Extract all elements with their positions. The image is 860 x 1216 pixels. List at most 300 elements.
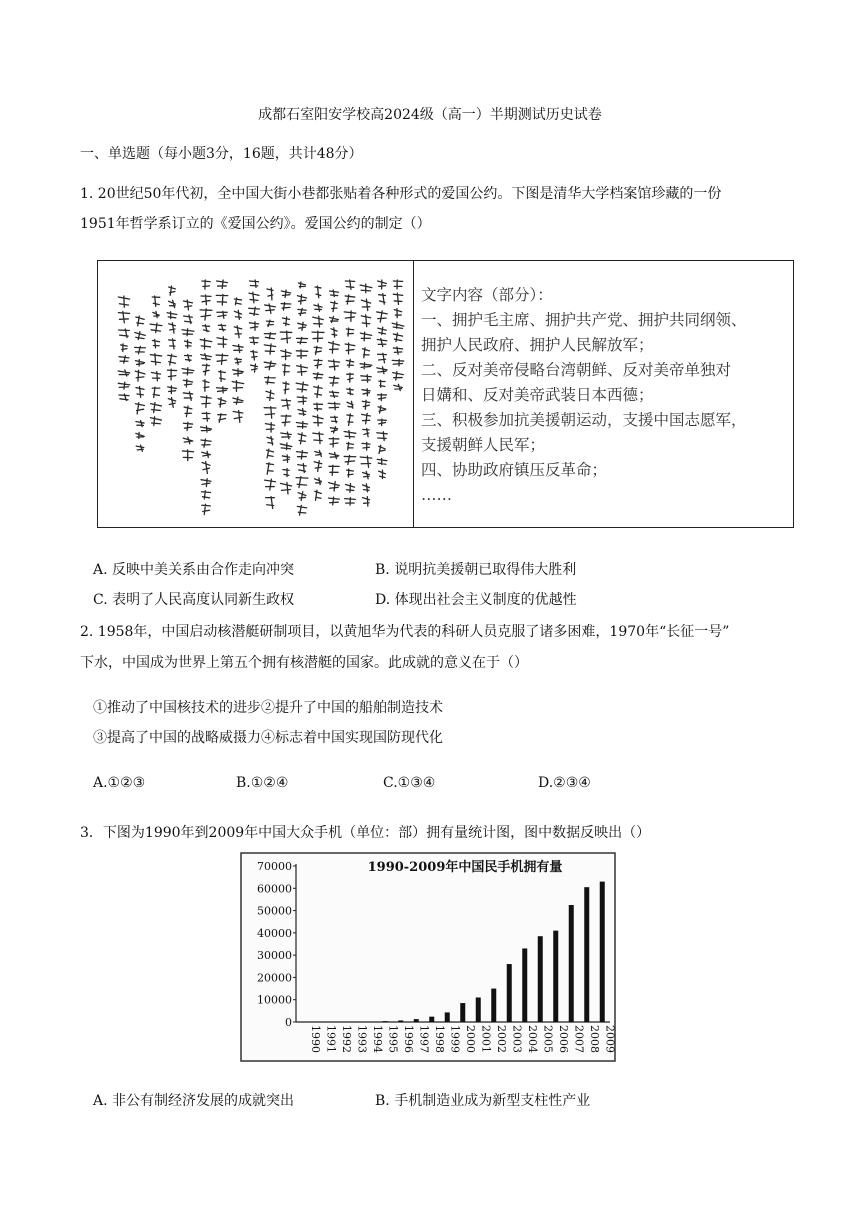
handwriting-stroke xyxy=(152,387,160,397)
handwriting-stroke xyxy=(168,386,177,394)
handwriting-stroke xyxy=(216,354,228,364)
handwriting-stroke xyxy=(183,422,192,430)
q2-option-c[interactable]: C.①③④ xyxy=(383,775,436,791)
figure-text-line: 一、拥护毛主席、拥护共产党、拥护共同纲领、 xyxy=(421,311,747,329)
handwriting-stroke xyxy=(378,406,386,413)
x-tick-label: 1993 xyxy=(355,1025,369,1053)
handwriting-stroke xyxy=(345,498,356,506)
handwriting-stroke xyxy=(377,458,387,464)
chart-title: 1990-2009年中国民手机拥有量 xyxy=(367,860,563,875)
x-tick-label: 1998 xyxy=(432,1025,446,1053)
handwriting-stroke xyxy=(217,387,228,393)
handwriting-stroke xyxy=(183,300,192,310)
handwriting-stroke xyxy=(392,322,404,328)
handwriting-stroke xyxy=(202,364,209,375)
handwriting-stroke xyxy=(298,464,306,473)
q1-figure xyxy=(97,260,794,528)
handwriting-stroke xyxy=(360,332,371,341)
q1-option-c[interactable]: C. 表明了人民高度认同新生政权 xyxy=(93,592,295,608)
q3-option-a[interactable]: A. 非公有制经济发展的成就突出 xyxy=(93,1093,295,1109)
handwriting-stroke xyxy=(169,300,176,307)
bar-2006 xyxy=(553,931,558,1022)
handwriting-stroke xyxy=(234,326,241,338)
handwriting-stroke xyxy=(201,354,212,360)
handwriting-stroke xyxy=(297,337,308,343)
q2-items-line1: ①推动了中国核技术的进步②提升了中国的船舶制造技术 xyxy=(93,700,443,716)
handwriting-stroke xyxy=(313,432,323,443)
handwriting-stroke xyxy=(296,350,308,359)
handwriting-stroke xyxy=(345,295,355,304)
handwriting-stroke xyxy=(362,389,370,396)
q1-option-a[interactable]: A. 反映中美关系由合作走向冲突 xyxy=(93,562,295,578)
handwriting-stroke xyxy=(281,350,291,360)
handwriting-stroke xyxy=(151,403,162,413)
handwriting-stroke xyxy=(347,442,354,449)
handwriting-stroke xyxy=(266,390,274,400)
handwriting-stroke xyxy=(377,311,387,322)
figure-text-line: 三、积极参加抗美援朝运动，支援中国志愿军， xyxy=(421,411,747,429)
handwriting-stroke xyxy=(298,409,306,416)
handwriting-stroke xyxy=(329,482,340,491)
handwriting-stroke xyxy=(168,354,177,365)
handwriting-stroke xyxy=(216,294,228,305)
handwriting-stroke xyxy=(200,339,211,349)
handwriting-stroke xyxy=(266,497,275,509)
handwriting-stroke xyxy=(249,292,259,303)
handwriting-stroke xyxy=(267,288,273,300)
x-tick-label: 2009 xyxy=(603,1025,616,1053)
y-tick-label: 30000 xyxy=(257,949,292,963)
handwriting-stroke xyxy=(329,391,338,398)
handwriting-stroke xyxy=(265,377,276,384)
handwriting-stroke xyxy=(119,356,129,363)
handwriting-stroke xyxy=(136,432,144,438)
handwriting-stroke xyxy=(135,346,146,353)
handwriting-stroke xyxy=(135,332,145,340)
handwriting-stroke xyxy=(297,396,306,404)
q1-stem-line2: 1951年哲学系订立的《爱国公约》。爱国公约的制定（） xyxy=(80,216,431,232)
handwriting-stroke xyxy=(313,373,323,380)
y-tick-label: 70000 xyxy=(257,860,292,873)
handwriting-stroke xyxy=(379,445,385,453)
handwriting-stroke xyxy=(363,348,370,358)
handwriting-stroke xyxy=(150,354,161,365)
x-tick-label: 1996 xyxy=(401,1025,415,1053)
handwriting-stroke xyxy=(393,372,404,380)
q2-option-b[interactable]: B.①②④ xyxy=(236,775,289,791)
handwriting-stroke xyxy=(218,324,225,331)
handwriting-stroke xyxy=(297,365,308,376)
handwriting-stroke xyxy=(378,419,386,426)
handwriting-stroke xyxy=(330,290,339,297)
x-tick-label: 2001 xyxy=(479,1025,493,1053)
figure-text-line: 日媾和、反对美帝武装日本西德； xyxy=(421,386,654,404)
handwriting-stroke xyxy=(315,478,322,485)
handwriting-stroke xyxy=(298,492,306,501)
handwriting-stroke xyxy=(169,339,176,349)
handwriting-stroke xyxy=(329,452,338,458)
q2-stem-line2: 下水，中国成为世界上第五个拥有核潜艇的国家。此成就的意义在于（） xyxy=(80,655,528,671)
handwriting-stroke xyxy=(152,296,160,306)
q1-option-b[interactable]: B. 说明抗美援朝已取得伟大胜利 xyxy=(375,562,577,578)
handwriting-stroke xyxy=(136,403,145,414)
handwriting-stroke xyxy=(363,472,370,479)
handwriting-stroke xyxy=(377,367,387,374)
handwriting-stroke xyxy=(281,303,291,311)
handwriting-stroke xyxy=(347,388,354,395)
handwriting-stroke xyxy=(331,301,338,311)
handwriting-stroke xyxy=(136,316,144,326)
handwriting-stroke xyxy=(249,322,258,330)
handwriting-stroke xyxy=(251,350,257,360)
bar-1999 xyxy=(445,1012,450,1022)
bar-1998 xyxy=(429,1017,434,1022)
handwriting-stroke xyxy=(167,312,177,319)
handwriting-stroke xyxy=(264,407,276,419)
handwriting-stroke xyxy=(378,394,387,401)
handwriting-stroke xyxy=(379,294,386,304)
bar-2002 xyxy=(491,989,496,1022)
handwriting-stroke xyxy=(360,456,372,467)
handwriting-stroke xyxy=(313,415,323,426)
handwriting-stroke xyxy=(119,394,129,400)
handwriting-stroke xyxy=(298,322,306,330)
handwriting-stroke xyxy=(379,380,385,387)
handwriting-stroke xyxy=(315,286,321,298)
handwriting-stroke xyxy=(183,379,192,387)
handwriting-stroke xyxy=(345,483,354,492)
handwriting-stroke xyxy=(347,401,353,408)
x-tick-label: 2006 xyxy=(556,1025,570,1053)
handwriting-stroke xyxy=(265,479,276,490)
handwriting-stroke xyxy=(360,284,372,293)
handwriting-stroke xyxy=(202,325,209,332)
handwriting-stroke xyxy=(121,344,128,352)
handwriting-stroke xyxy=(200,309,212,320)
x-tick-label: 2008 xyxy=(587,1025,601,1053)
handwriting-stroke xyxy=(250,337,259,344)
handwriting-stroke xyxy=(151,417,162,426)
handwriting-stroke xyxy=(267,463,274,475)
handwriting-stroke xyxy=(297,451,308,459)
handwriting-stroke xyxy=(118,296,129,307)
y-tick-label: 40000 xyxy=(257,926,292,940)
handwritten-manuscript-image xyxy=(98,261,414,527)
handwriting-stroke xyxy=(377,338,387,346)
bar-1995 xyxy=(383,1021,388,1022)
bar-2009 xyxy=(600,882,605,1022)
handwriting-stroke xyxy=(347,414,353,425)
handwriting-stroke xyxy=(280,482,291,494)
handwriting-stroke xyxy=(315,490,322,500)
bar-2000 xyxy=(460,1003,465,1022)
handwriting-stroke xyxy=(393,280,402,289)
handwriting-stroke xyxy=(251,364,258,372)
x-tick-label: 2004 xyxy=(525,1025,539,1053)
handwriting-stroke xyxy=(312,331,324,342)
handwriting-stroke xyxy=(203,380,209,391)
handwriting-stroke xyxy=(136,360,145,366)
handwriting-stroke xyxy=(363,497,370,507)
handwriting-stroke xyxy=(330,427,337,433)
handwriting-stroke xyxy=(363,484,370,492)
handwriting-stroke xyxy=(280,331,291,343)
q1-option-d[interactable]: D. 体现出社会主义制度的优越性 xyxy=(375,592,577,608)
handwriting-stroke xyxy=(217,337,227,347)
x-tick-label: 1999 xyxy=(448,1025,462,1053)
handwriting-stroke xyxy=(281,432,291,439)
handwriting-stroke xyxy=(153,311,159,317)
handwriting-stroke xyxy=(183,437,193,444)
figure-text-line: 二、反对美帝侵略台湾朝鲜、反对美帝单独对 xyxy=(421,361,732,379)
q1-figure-text xyxy=(421,283,787,508)
handwriting-stroke xyxy=(283,382,289,394)
handwriting-stroke xyxy=(182,368,194,375)
handwriting-stroke xyxy=(314,461,322,472)
handwriting-stroke xyxy=(150,323,162,332)
handwriting-stroke xyxy=(264,344,275,354)
handwriting-stroke xyxy=(296,421,307,428)
x-tick-label: 1997 xyxy=(417,1025,431,1053)
phone-ownership-bar-chart xyxy=(240,852,616,1062)
x-tick-label: 2005 xyxy=(541,1025,555,1053)
y-tick-label: 50000 xyxy=(257,904,292,918)
handwriting-stroke xyxy=(201,396,211,408)
handwriting-stroke xyxy=(136,387,144,398)
handwriting-stroke xyxy=(361,315,370,327)
handwriting-stroke xyxy=(314,304,322,311)
handwriting-stroke xyxy=(298,282,305,288)
handwriting-stroke xyxy=(201,439,211,447)
handwriting-stroke xyxy=(378,327,386,334)
manuscript-scan xyxy=(98,261,412,527)
handwriting-stroke xyxy=(344,431,356,439)
x-tick-label: 2000 xyxy=(463,1025,477,1053)
handwriting-stroke xyxy=(331,328,337,337)
handwriting-stroke xyxy=(118,312,129,323)
handwriting-stroke xyxy=(347,373,354,382)
handwriting-stroke xyxy=(282,455,289,462)
handwriting-stroke xyxy=(393,293,403,304)
q2-option-a[interactable]: A.①②③ xyxy=(93,775,146,791)
handwriting-stroke xyxy=(378,353,387,363)
handwriting-stroke xyxy=(136,420,144,426)
handwriting-stroke xyxy=(136,445,144,451)
figure-text-line: …… xyxy=(421,486,452,504)
bar-1997 xyxy=(414,1019,419,1022)
handwriting-stroke xyxy=(315,451,322,457)
handwriting-stroke xyxy=(314,346,322,354)
handwriting-stroke xyxy=(265,304,276,313)
handwriting-stroke xyxy=(392,359,404,365)
handwriting-stroke xyxy=(265,423,274,432)
x-tick-label: 2003 xyxy=(510,1025,524,1053)
y-tick-label: 20000 xyxy=(257,971,292,985)
x-tick-label: 1992 xyxy=(339,1025,353,1053)
handwriting-stroke xyxy=(201,295,211,305)
handwriting-stroke xyxy=(282,364,289,375)
handwriting-stroke xyxy=(297,295,306,304)
handwriting-stroke xyxy=(394,309,401,318)
handwriting-stroke xyxy=(297,505,306,515)
handwriting-stroke xyxy=(232,381,244,392)
handwriting-stroke xyxy=(330,316,339,322)
handwriting-stroke xyxy=(314,359,322,368)
handwriting-stroke xyxy=(249,280,258,287)
handwriting-stroke xyxy=(329,465,339,475)
handwriting-stroke xyxy=(267,436,273,445)
handwriting-stroke xyxy=(233,345,243,353)
handwriting-stroke xyxy=(362,413,371,423)
handwriting-stroke xyxy=(267,449,274,458)
y-tick-label: 60000 xyxy=(257,882,292,896)
handwriting-stroke xyxy=(182,329,194,336)
handwriting-stroke xyxy=(235,358,242,364)
handwriting-stroke xyxy=(185,340,192,348)
handwriting-stroke xyxy=(394,384,402,390)
page-title: 成都石室阳安学校高2024级（高一）半期测试历史试卷 xyxy=(258,107,602,123)
bar-2003 xyxy=(507,964,512,1022)
handwriting-stroke xyxy=(264,333,275,339)
handwriting-stroke xyxy=(329,341,340,353)
x-tick-label: 1990 xyxy=(308,1025,322,1053)
handwriting-stroke xyxy=(281,399,290,409)
y-tick-label: 10000 xyxy=(257,993,292,1007)
x-tick-label: 2007 xyxy=(572,1025,586,1053)
handwriting-stroke xyxy=(345,280,354,289)
handwriting-stroke xyxy=(361,299,370,310)
y-tick-label: 0 xyxy=(285,1016,292,1029)
handwriting-stroke xyxy=(361,375,371,382)
handwriting-stroke xyxy=(331,416,338,423)
handwriting-stroke xyxy=(346,359,353,367)
handwriting-stroke xyxy=(377,432,387,441)
handwriting-stroke xyxy=(183,392,192,400)
handwriting-stroke xyxy=(344,455,356,464)
x-tick-label: 1995 xyxy=(386,1025,400,1053)
handwriting-stroke xyxy=(328,360,339,370)
handwriting-stroke xyxy=(233,369,244,376)
handwriting-stroke xyxy=(296,477,308,488)
handwriting-stroke xyxy=(345,343,355,354)
x-tick-label: 1991 xyxy=(324,1025,338,1053)
handwriting-stroke xyxy=(201,479,211,487)
handwriting-stroke xyxy=(118,382,129,389)
handwriting-stroke xyxy=(169,323,176,333)
handwriting-stroke xyxy=(363,428,369,436)
handwriting-stroke xyxy=(393,333,402,342)
figure-text-line: 四、协助政府镇压反革命； xyxy=(421,461,608,479)
bar-2001 xyxy=(476,997,481,1022)
q3-stem: 3．下图为1990年到2009年中国大众手机（单位：部）拥有量统计图，图中数据反映出（） xyxy=(80,825,651,841)
handwriting-stroke xyxy=(266,320,273,326)
handwriting-stroke xyxy=(217,280,228,288)
figure-text-line: 文字内容（部分）： xyxy=(421,286,553,304)
x-tick-label: 1994 xyxy=(370,1025,384,1053)
handwriting-stroke xyxy=(219,371,226,382)
handwriting-stroke xyxy=(168,398,175,408)
handwriting-stroke xyxy=(118,370,130,376)
handwriting-stroke xyxy=(329,438,339,447)
handwriting-stroke xyxy=(347,469,354,477)
bar-2005 xyxy=(538,936,543,1022)
handwriting-stroke xyxy=(298,433,306,444)
section-heading: 一、单选题（每小题3分，16题，共计48分） xyxy=(80,146,363,162)
handwriting-stroke xyxy=(314,403,323,410)
handwriting-stroke xyxy=(249,307,260,315)
bar-2004 xyxy=(522,948,527,1022)
handwriting-stroke xyxy=(282,317,289,326)
handwriting-stroke xyxy=(152,340,159,348)
handwriting-stroke xyxy=(328,402,340,409)
handwriting-stroke xyxy=(362,442,370,450)
handwriting-stroke xyxy=(201,491,210,499)
handwriting-stroke xyxy=(119,329,130,338)
handwriting-stroke xyxy=(329,497,340,505)
q3-chart xyxy=(240,852,616,1062)
q2-items-line2: ③提高了中国的战略威摄力④标志着中国实现国防现代化 xyxy=(93,730,443,746)
handwriting-stroke xyxy=(393,347,402,354)
handwriting-stroke xyxy=(184,406,192,417)
handwriting-stroke xyxy=(344,311,356,322)
handwriting-stroke xyxy=(280,443,292,450)
handwriting-stroke xyxy=(298,308,306,315)
handwriting-stroke xyxy=(218,414,226,423)
handwriting-stroke xyxy=(233,411,243,423)
handwriting-stroke xyxy=(360,363,372,369)
q1-stem-line1: 1. 20世纪50年代初，全中国大街小巷都张贴着各种形式的爱国公约。下图是清华大学档案馆珍藏的一份 xyxy=(80,186,722,202)
handwriting-stroke xyxy=(169,286,176,295)
handwriting-stroke xyxy=(281,415,291,426)
handwriting-stroke xyxy=(329,376,339,385)
handwriting-stroke xyxy=(202,451,211,457)
handwriting-stroke xyxy=(151,372,160,381)
bar-2007 xyxy=(569,905,574,1022)
handwriting-stroke xyxy=(313,316,324,327)
handwriting-stroke xyxy=(184,315,193,324)
handwriting-stroke xyxy=(281,290,290,297)
handwriting-stroke xyxy=(200,426,211,432)
handwriting-stroke xyxy=(296,382,308,392)
handwriting-stroke xyxy=(185,354,192,361)
handwriting-stroke xyxy=(135,370,145,381)
q2-stem-line1: 2. 1958年，中国启动核潜艇研制项目，以黄旭华为代表的科研人员克服了诸多困难，1970年“长征一号” xyxy=(80,624,730,640)
handwriting-stroke xyxy=(379,470,386,479)
handwriting-stroke xyxy=(202,504,210,514)
handwriting-stroke xyxy=(217,311,227,318)
handwriting-stroke xyxy=(362,400,370,409)
handwriting-stroke xyxy=(167,369,176,380)
handwriting-stroke xyxy=(202,462,210,474)
handwriting-stroke xyxy=(378,280,387,289)
handwriting-stroke xyxy=(233,397,243,404)
figure-text-line: 拥护人民政府、拥护人民解放军； xyxy=(421,336,654,354)
handwriting-stroke xyxy=(283,469,289,477)
handwriting-stroke xyxy=(202,412,210,421)
handwriting-stroke xyxy=(264,361,276,370)
q2-option-d[interactable]: D.②③④ xyxy=(538,775,591,791)
handwriting-stroke xyxy=(202,280,210,289)
q3-option-b[interactable]: B. 手机制造业成为新型支柱性产业 xyxy=(375,1093,591,1109)
handwriting-stroke xyxy=(314,386,322,398)
x-tick-label: 2002 xyxy=(494,1025,508,1053)
handwriting-stroke xyxy=(218,398,226,407)
handwriting-stroke xyxy=(182,450,193,461)
handwriting-stroke xyxy=(234,298,241,305)
figure-text-line: 支援朝鲜人民军； xyxy=(421,436,546,454)
bar-1996 xyxy=(398,1020,403,1022)
bar-2008 xyxy=(584,887,589,1022)
